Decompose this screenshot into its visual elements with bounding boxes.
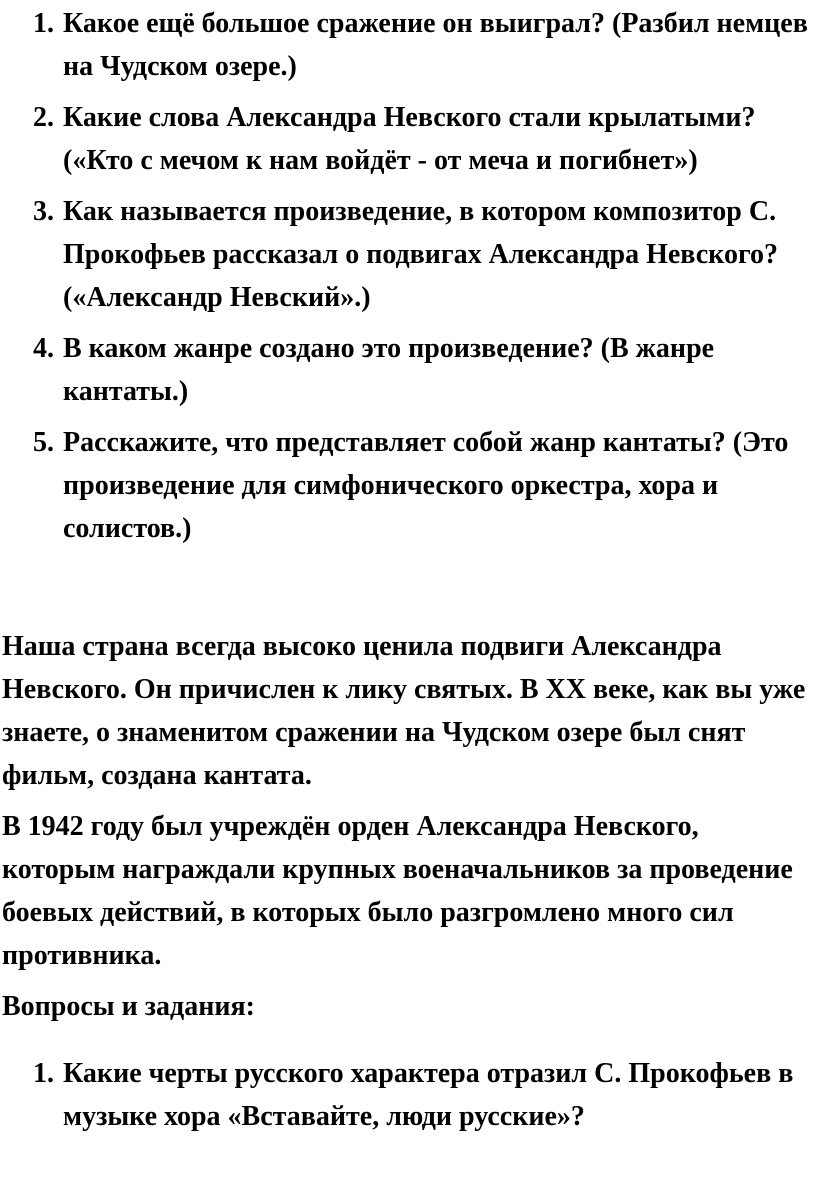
list-item-number: 2. [33, 102, 54, 133]
list-item-number: 1. [33, 8, 54, 39]
list-item [0, 327, 816, 413]
list-item-text: Какое ещё большое сражение он выиграл? (Разбил немцев на Чудском озере.) [63, 8, 808, 82]
body-text [0, 625, 816, 1036]
paragraph: Наша страна всегда высоко ценила подвиги Александра Невского. Он причислен к лику святых. В ХХ веке, как вы уже знаете, о знаменитом сражении на Чудском озере был снят фильм, создана кантата. [2, 631, 806, 791]
paragraph: В 1942 году был учреждён орден Александра Невского, которым награждали крупных военачальников за проведение боевых действий, в которых было разгромлено много сил противника. [2, 811, 793, 971]
list-item-number: 1. [33, 1058, 54, 1089]
list-item [0, 1052, 816, 1138]
list-item-text: Какие слова Александра Невского стали крылатыми? («Кто с мечом к нам войдёт - от меча и погибнет») [63, 102, 756, 176]
list-item [0, 96, 816, 182]
tasks-heading: Вопросы и задания: [2, 991, 255, 1022]
list-item [0, 421, 816, 550]
tasks-list [0, 1052, 816, 1146]
list-item-text: Расскажите, что представляет собой жанр кантаты? (Это произведение для симфонического оркестра, хора и солистов.) [63, 427, 789, 544]
list-item-number: 4. [33, 333, 54, 364]
list-item-text: Какие черты русского характера отразил С. Прокофьев в музыке хора «Вставайте, люди русские»? [63, 1058, 794, 1132]
list-item-number: 3. [33, 196, 54, 227]
list-item-number: 5. [33, 427, 54, 458]
list-item [0, 2, 816, 88]
list-item [0, 190, 816, 319]
questions-list [0, 2, 816, 558]
list-item-text: В каком жанре создано это произведение? (В жанре кантаты.) [63, 333, 715, 407]
list-item-text: Как называется произведение, в котором композитор С. Прокофьев рассказал о подвигах Александра Невского? («Александр Невский».) [63, 196, 778, 313]
